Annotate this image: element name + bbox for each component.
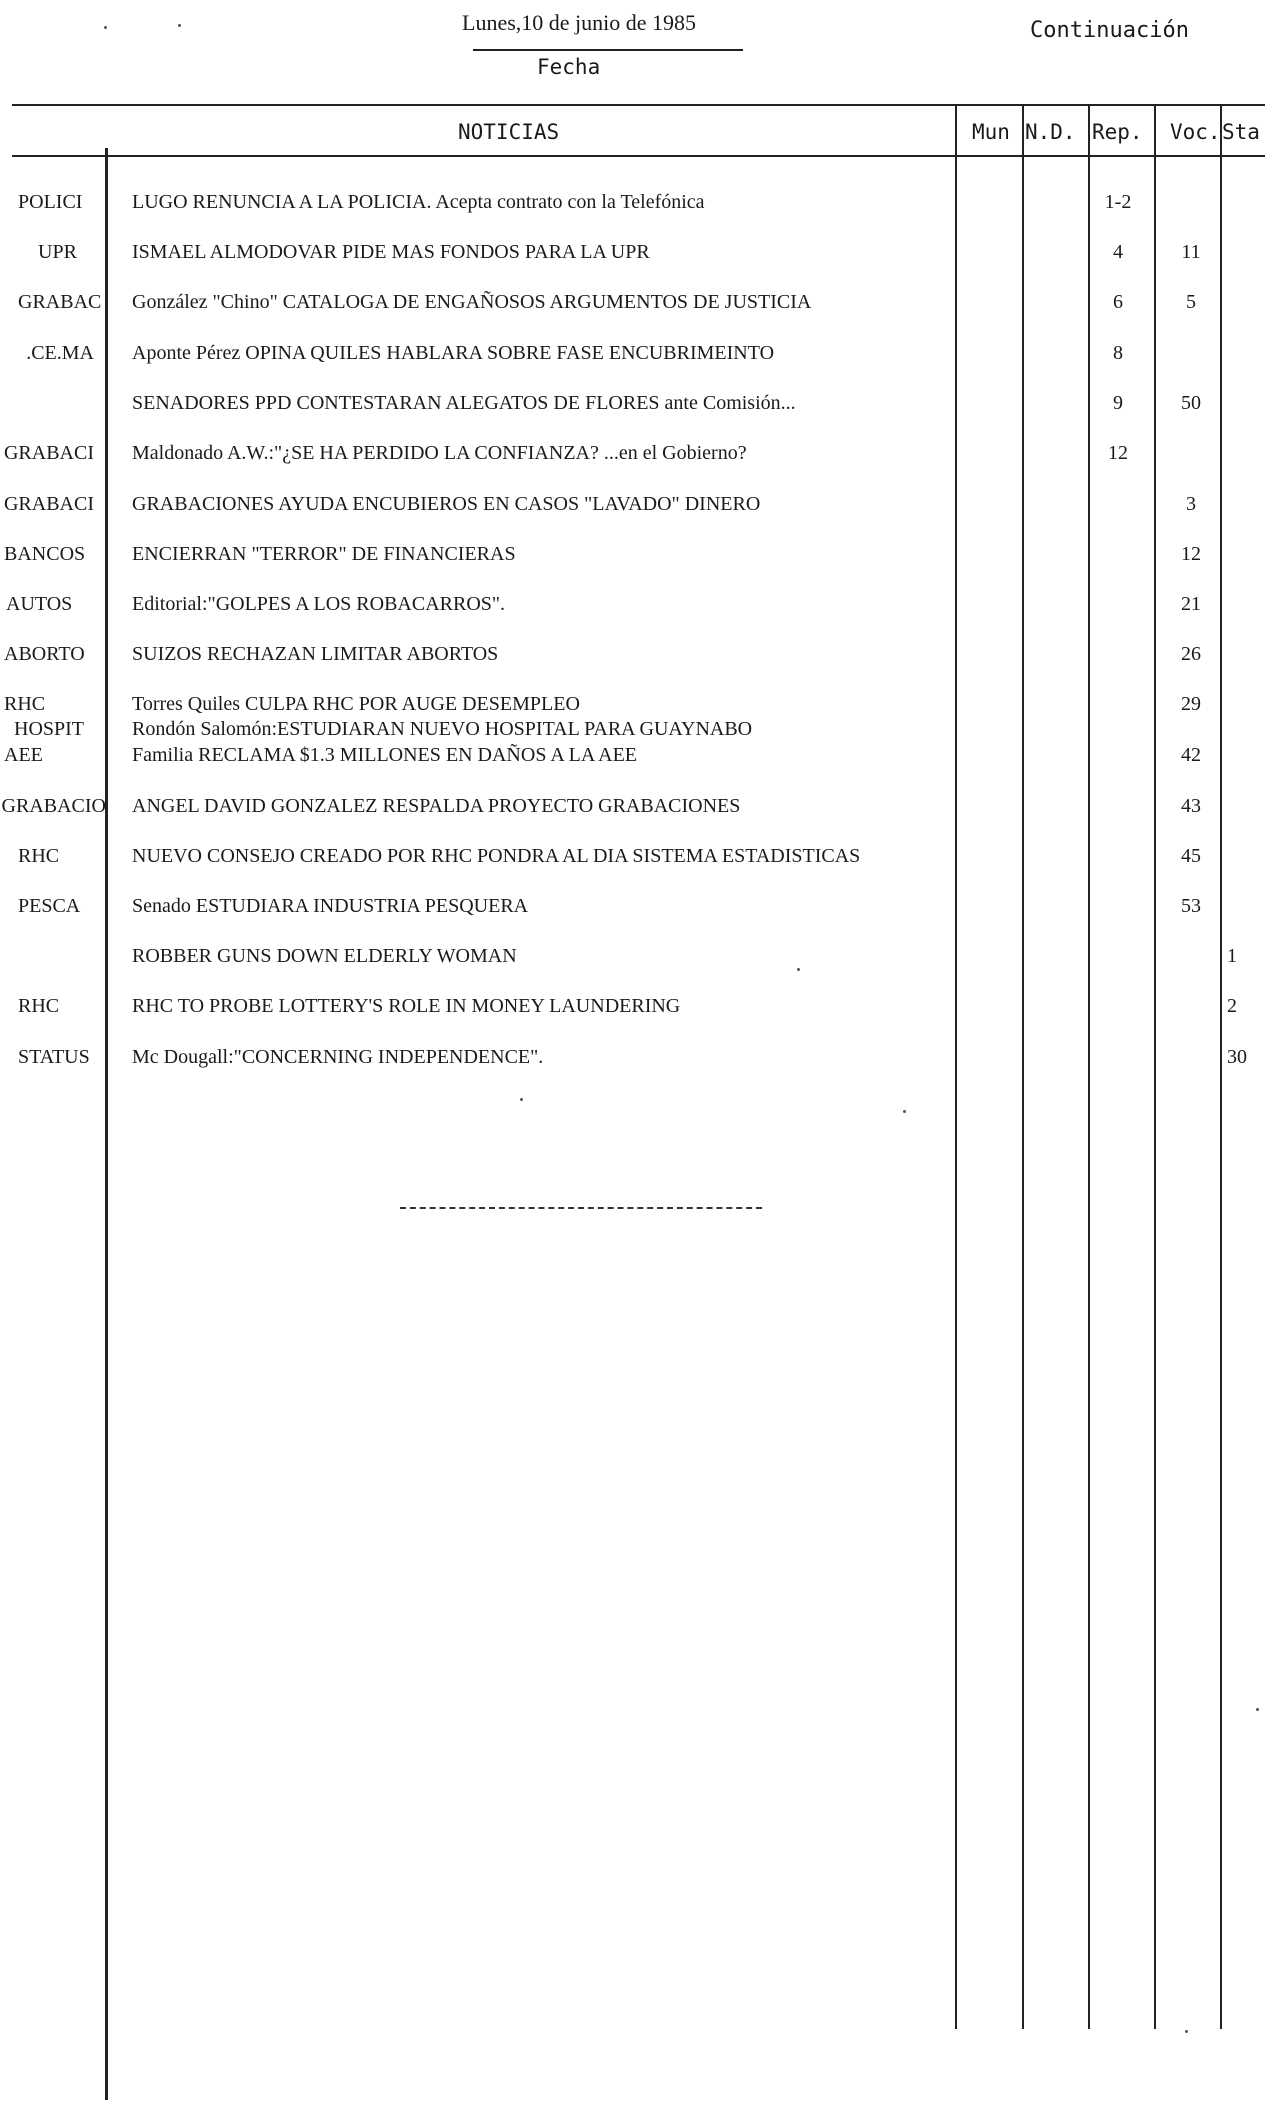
table-row xyxy=(0,744,1265,780)
row-category: AEE xyxy=(4,744,43,766)
row-category: ABORTO xyxy=(4,643,85,665)
table-row xyxy=(0,795,1265,831)
table-top-rule xyxy=(12,104,1265,106)
table-row xyxy=(0,895,1265,931)
table-row xyxy=(0,643,1265,679)
row-sta: 2 xyxy=(1227,995,1237,1017)
row-headline: Torres Quiles CULPA RHC POR AUGE DESEMPLEO xyxy=(132,693,580,715)
row-voc: 11 xyxy=(1181,241,1201,263)
category-divider xyxy=(105,148,108,2100)
date-text: Lunes,10 de junio de 1985 xyxy=(462,10,697,35)
row-rep: 1-2 xyxy=(1104,191,1132,213)
table-row xyxy=(0,191,1265,227)
scan-speck xyxy=(1185,2030,1188,2033)
header-rep: Rep. xyxy=(1092,120,1143,144)
row-headline: ANGEL DAVID GONZALEZ RESPALDA PROYECTO GRABACIONES xyxy=(132,795,741,817)
row-headline: ENCIERRAN "TERROR" DE FINANCIERAS xyxy=(132,543,516,565)
row-sta: 30 xyxy=(1227,1046,1247,1068)
table-row xyxy=(0,543,1265,579)
header-noticias: NOTICIAS xyxy=(458,120,560,144)
header-nd: N.D. xyxy=(1025,120,1076,144)
row-category: PESCA xyxy=(18,895,81,917)
row-category: RHC xyxy=(18,995,60,1017)
scan-speck xyxy=(797,968,800,971)
row-headline: LUGO RENUNCIA A LA POLICIA. Acepta contrato con la Telefónica xyxy=(132,191,705,213)
continuation-label: Continuación xyxy=(1030,18,1189,43)
row-rep: 4 xyxy=(1113,241,1123,263)
row-sta: 1 xyxy=(1227,945,1237,967)
row-rep: 8 xyxy=(1113,342,1123,364)
row-headline: Aponte Pérez OPINA QUILES HABLARA SOBRE FASE ENCUBRIMEINTO xyxy=(132,342,775,364)
row-voc: 43 xyxy=(1181,795,1201,817)
header-voc: Voc. xyxy=(1170,120,1221,144)
row-category: GRABAC xyxy=(18,291,102,313)
row-voc: 21 xyxy=(1181,593,1201,615)
row-rep: 6 xyxy=(1113,291,1123,313)
table-row xyxy=(0,845,1265,881)
scan-speck xyxy=(903,1110,906,1113)
header-mun: Mun xyxy=(972,120,1010,144)
row-headline: González "Chino" CATALOGA DE ENGAÑOSOS ARGUMENTOS DE JUSTICIA xyxy=(132,291,812,313)
row-voc: 12 xyxy=(1181,543,1201,565)
row-headline: Mc Dougall:"CONCERNING INDEPENDENCE". xyxy=(132,1046,544,1068)
row-category: CE.MA. xyxy=(26,342,94,364)
header-bottom-rule xyxy=(12,155,1265,157)
table-row xyxy=(0,945,1265,981)
row-category: HOSPIT xyxy=(14,718,85,740)
closing-dashed-rule xyxy=(400,1207,762,1209)
scan-speck xyxy=(1256,1708,1259,1711)
table-row xyxy=(0,493,1265,529)
row-voc: 53 xyxy=(1181,895,1201,917)
row-voc: 29 xyxy=(1181,693,1201,715)
row-headline: NUEVO CONSEJO CREADO POR RHC PONDRA AL DIA SISTEMA ESTADISTICAS xyxy=(132,845,861,867)
table-row xyxy=(0,593,1265,629)
date-underline xyxy=(473,49,743,51)
table-row xyxy=(0,995,1265,1031)
row-voc: 45 xyxy=(1181,845,1201,867)
row-category: POLICI xyxy=(18,191,83,213)
row-headline: SENADORES PPD CONTESTARAN ALEGATOS DE FLORES ante Comisión... xyxy=(132,392,796,414)
table-row xyxy=(0,241,1265,277)
row-category: GRABACI xyxy=(3,442,94,464)
table-row xyxy=(0,392,1265,428)
row-category: UPR xyxy=(38,241,77,263)
row-headline: Rondón Salomón:ESTUDIARAN NUEVO HOSPITAL PARA GUAYNABO xyxy=(132,718,753,740)
row-headline: Maldonado A.W.:"¿SE HA PERDIDO LA CONFIANZA? ...en el Gobierno? xyxy=(132,442,747,464)
table-row xyxy=(0,342,1265,378)
row-headline: ROBBER GUNS DOWN ELDERLY WOMAN xyxy=(132,945,517,967)
row-rep: 12 xyxy=(1108,442,1128,464)
row-category: GRABACIO xyxy=(1,795,106,817)
scan-speck xyxy=(104,26,107,29)
header-sta: Sta xyxy=(1222,120,1260,144)
row-category: RHC xyxy=(4,693,46,715)
row-category: STATUS xyxy=(18,1046,90,1068)
scan-speck xyxy=(178,24,181,27)
row-headline: ISMAEL ALMODOVAR PIDE MAS FONDOS PARA LA UPR xyxy=(132,241,650,263)
table-row xyxy=(0,1046,1265,1082)
row-category: GRABACI xyxy=(3,493,94,515)
table-row xyxy=(0,291,1265,327)
scan-speck xyxy=(520,1098,523,1101)
row-category: RHC xyxy=(18,845,60,867)
row-voc: 50 xyxy=(1181,392,1201,414)
row-voc: 26 xyxy=(1181,643,1201,665)
row-headline: Editorial:"GOLPES A LOS ROBACARROS". xyxy=(132,593,506,615)
row-headline: GRABACIONES AYUDA ENCUBIEROS EN CASOS "LAVADO" DINERO xyxy=(132,493,761,515)
row-voc: 5 xyxy=(1186,291,1196,313)
row-voc: 42 xyxy=(1181,744,1201,766)
row-headline: Senado ESTUDIARA INDUSTRIA PESQUERA xyxy=(132,895,529,917)
row-headline: SUIZOS RECHAZAN LIMITAR ABORTOS xyxy=(132,643,499,665)
table-row xyxy=(0,442,1265,478)
row-headline: RHC TO PROBE LOTTERY'S ROLE IN MONEY LAUNDERING xyxy=(132,995,681,1017)
row-voc: 3 xyxy=(1186,493,1196,515)
row-headline: Familia RECLAMA $1.3 MILLONES EN DAÑOS A LA AEE xyxy=(132,744,638,766)
row-category: AUTOS xyxy=(6,593,73,615)
date-caption: Fecha xyxy=(537,55,601,79)
row-category: BANCOS xyxy=(4,543,86,565)
row-rep: 9 xyxy=(1113,392,1123,414)
